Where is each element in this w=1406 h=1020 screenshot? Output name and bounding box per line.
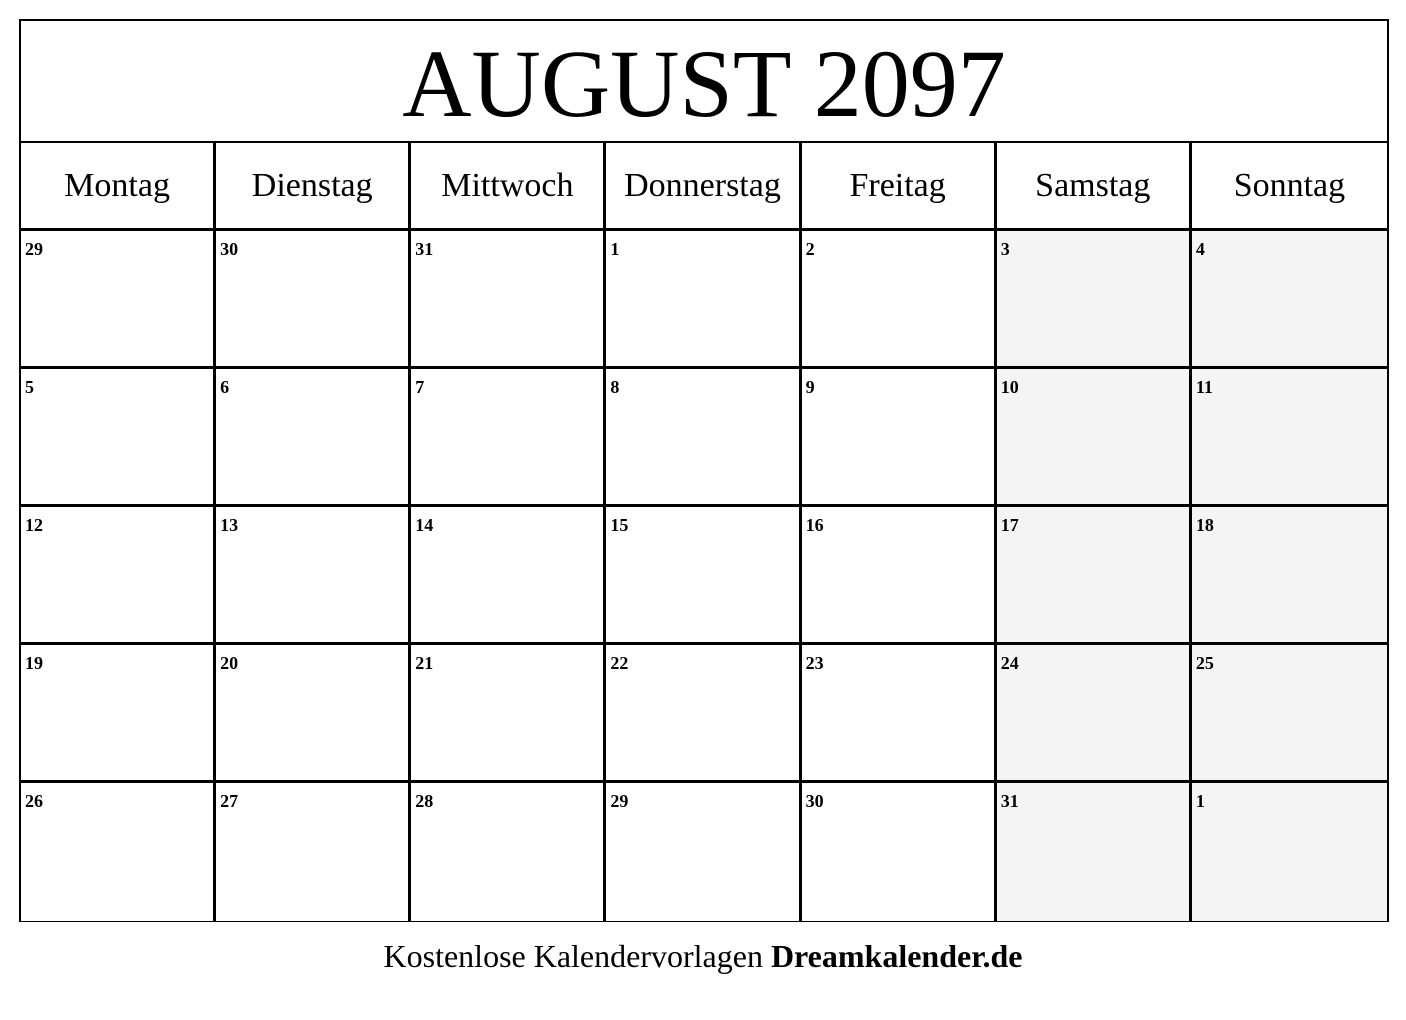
- day-number: 31: [1000, 791, 1019, 811]
- day-number: 16: [805, 515, 824, 535]
- weekday-header: Donnerstag: [606, 143, 801, 231]
- weekday-header: Freitag: [802, 143, 997, 231]
- day-cell: [997, 783, 1192, 921]
- day-cell: [216, 231, 411, 369]
- day-number: 6: [220, 377, 230, 397]
- day-cell: [411, 507, 606, 645]
- day-cell: [802, 231, 997, 369]
- title-bar: [21, 21, 1387, 143]
- day-cell: [997, 507, 1192, 645]
- day-cell: [1192, 231, 1387, 369]
- day-cell: [606, 645, 801, 783]
- day-number: 7: [415, 377, 425, 397]
- day-cell: [1192, 369, 1387, 507]
- day-number: 10: [1000, 377, 1019, 397]
- day-cell: [411, 645, 606, 783]
- day-number: 3: [1000, 239, 1010, 259]
- day-cell: [1192, 783, 1387, 921]
- day-number: 5: [25, 377, 34, 397]
- day-cell: [216, 507, 411, 645]
- day-number: 24: [1000, 653, 1019, 673]
- day-cell: [21, 369, 216, 507]
- calendar-grid: [21, 143, 1387, 921]
- day-cell: [606, 231, 801, 369]
- day-number: 14: [415, 515, 434, 535]
- day-number: 30: [220, 239, 239, 259]
- day-cell: [606, 507, 801, 645]
- weekday-header: Mittwoch: [411, 143, 606, 231]
- day-cell: [216, 369, 411, 507]
- footer-brand: Dreamkalender.de: [770, 938, 1023, 974]
- weekday-header: Samstag: [997, 143, 1192, 231]
- day-number: 9: [805, 377, 815, 397]
- day-number: 11: [1195, 377, 1213, 397]
- day-number: 18: [1195, 515, 1214, 535]
- day-number: 8: [610, 377, 620, 397]
- footer: [0, 938, 1406, 975]
- day-cell: [802, 783, 997, 921]
- day-number: 28: [415, 791, 434, 811]
- day-cell: [802, 507, 997, 645]
- day-cell: [411, 783, 606, 921]
- day-cell: [21, 645, 216, 783]
- day-cell: [216, 783, 411, 921]
- day-number: 21: [415, 653, 434, 673]
- day-number: 29: [610, 791, 629, 811]
- day-number: 26: [25, 791, 43, 811]
- day-cell: [802, 369, 997, 507]
- weekday-header: Dienstag: [216, 143, 411, 231]
- day-number: 15: [610, 515, 629, 535]
- day-cell: [1192, 507, 1387, 645]
- day-cell: [411, 369, 606, 507]
- day-cell: [606, 369, 801, 507]
- day-number: 30: [805, 791, 824, 811]
- day-number: 23: [805, 653, 824, 673]
- day-number: 25: [1195, 653, 1214, 673]
- day-cell: [997, 369, 1192, 507]
- day-number: 12: [25, 515, 43, 535]
- day-number: 20: [220, 653, 239, 673]
- day-number: 29: [25, 239, 43, 259]
- day-number: 27: [220, 791, 239, 811]
- day-cell: [997, 231, 1192, 369]
- day-cell: [21, 507, 216, 645]
- day-number: 4: [1195, 239, 1205, 259]
- calendar-title: AUGUST 2097: [402, 30, 1006, 137]
- weekday-header: Sonntag: [1192, 143, 1387, 231]
- day-number: 17: [1000, 515, 1019, 535]
- day-cell: [997, 645, 1192, 783]
- day-number: 22: [610, 653, 629, 673]
- footer-text: Kostenlose Kalendervorlagen: [383, 938, 763, 974]
- calendar: [19, 19, 1389, 922]
- day-number: 1: [610, 239, 620, 259]
- day-number: 31: [415, 239, 434, 259]
- day-cell: [1192, 645, 1387, 783]
- day-number: 1: [1195, 791, 1205, 811]
- day-cell: [21, 231, 216, 369]
- day-number: 19: [25, 653, 43, 673]
- day-number: 13: [220, 515, 239, 535]
- day-cell: [411, 231, 606, 369]
- day-cell: [802, 645, 997, 783]
- day-cell: [21, 783, 216, 921]
- day-cell: [216, 645, 411, 783]
- day-cell: [606, 783, 801, 921]
- day-number: 2: [805, 239, 815, 259]
- weekday-header: Montag: [21, 143, 216, 231]
